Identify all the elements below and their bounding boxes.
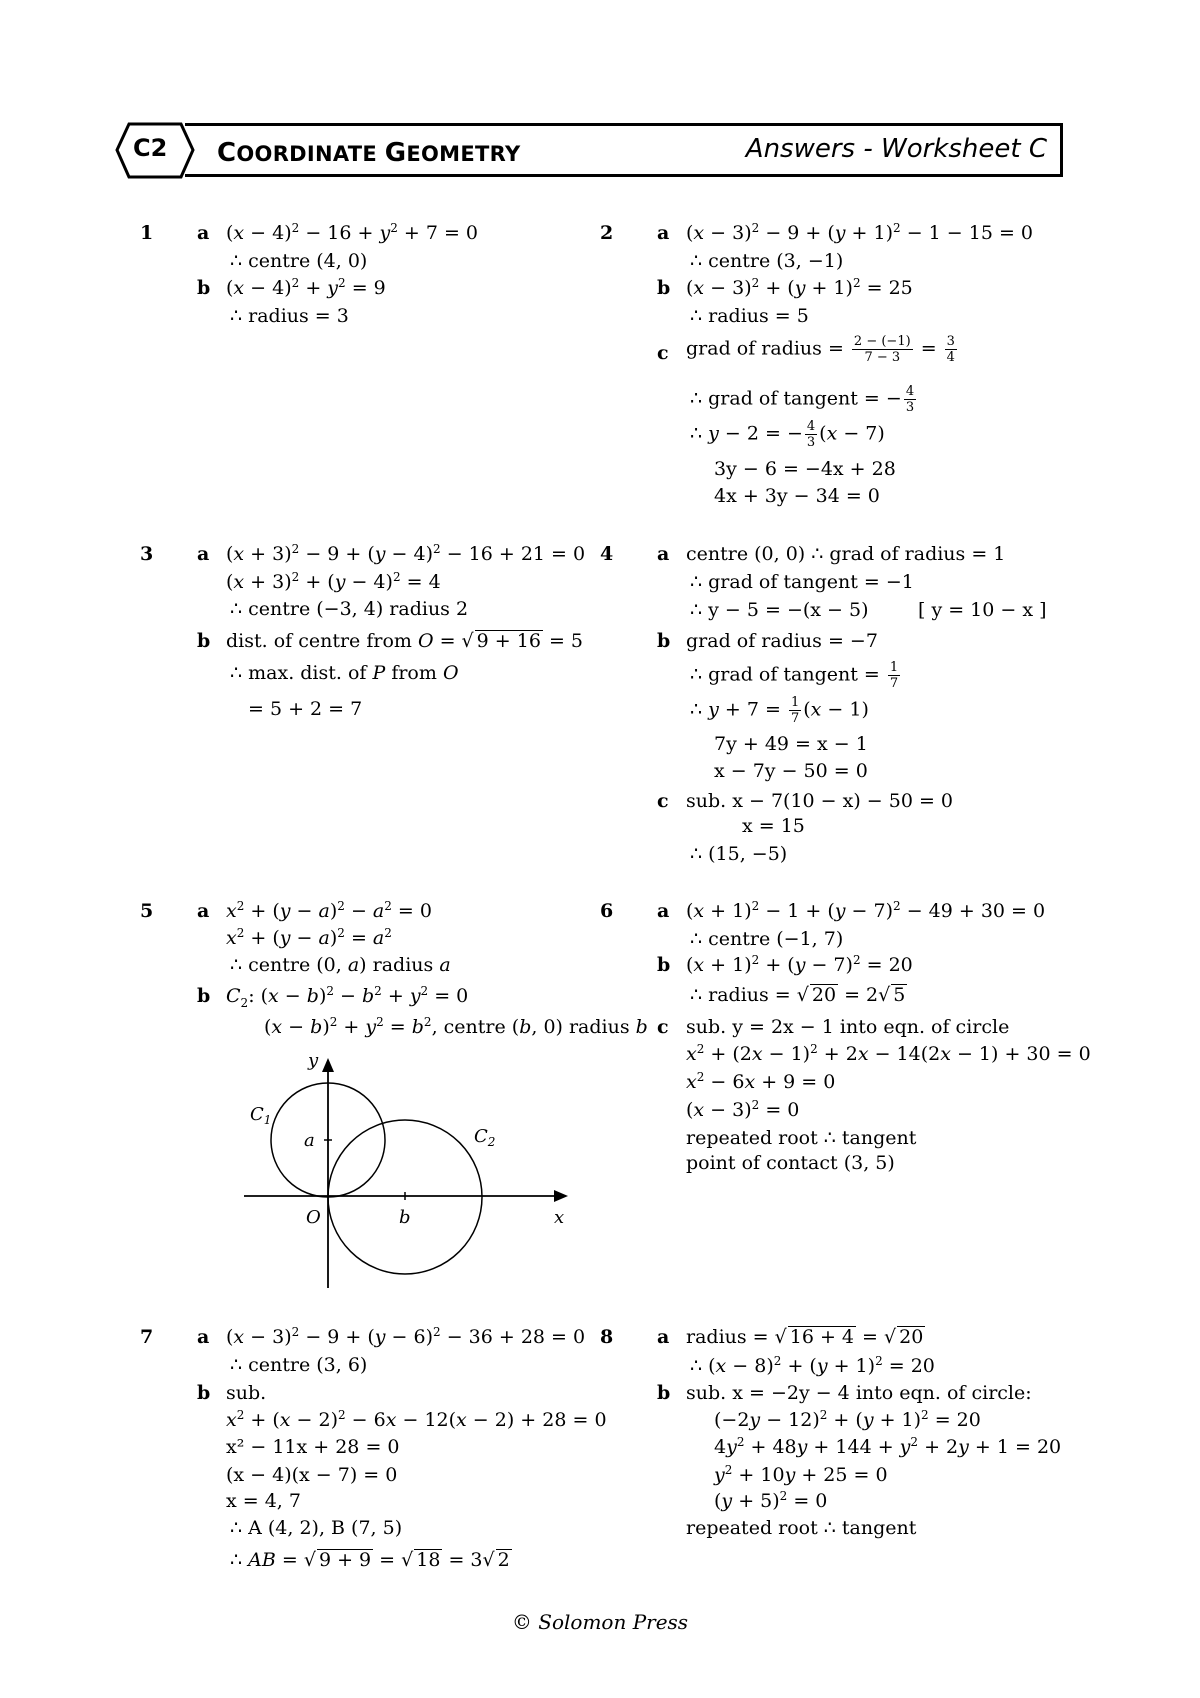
answer-line: $x^2 + (y - a)^2 = a^2$ (226, 926, 392, 949)
answer-line: ∴ (15, −5) (690, 843, 788, 865)
part-label: a (657, 900, 670, 922)
answer-line: $(x - 3)^2 - 9 + (y + 1)^2 - 1 - 15 = 0$ (686, 221, 1034, 244)
answer-line: x² − 11x + 28 = 0 (226, 1436, 400, 1458)
answer-line: = 5 + 2 = 7 (248, 698, 363, 720)
b-label: b (399, 1207, 411, 1228)
x-axis-arrow (554, 1190, 568, 1202)
part-label: b (197, 277, 211, 299)
a-label: a (304, 1130, 315, 1151)
answer-line: ∴ radius = 3 (230, 305, 349, 327)
answer-line: x − 7y − 50 = 0 (714, 760, 868, 782)
answer-line: $x^2 + (y - a)^2 - a^2 = 0$ (226, 899, 432, 922)
answer-line: $(y + 5)^2 = 0$ (714, 1489, 828, 1512)
part-label: a (197, 543, 210, 565)
question-number: 3 (140, 543, 154, 565)
part-label: c (657, 1016, 669, 1038)
part-label: a (657, 222, 670, 244)
part-label: c (657, 790, 669, 812)
answer-line: ∴ y − 2 = − $\frac{4}{3}$ (x − 7) (690, 419, 885, 450)
copyright-footer: © Solomon Press (511, 1610, 689, 1634)
circles-diagram (240, 1040, 580, 1290)
answer-line: ∴ y − 5 = −(x − 5) (690, 599, 869, 621)
answer-line: point of contact (3, 5) (686, 1152, 895, 1174)
question-number: 1 (140, 222, 154, 244)
answer-line: repeated root ∴ tangent (686, 1517, 917, 1539)
part-label: b (657, 630, 671, 652)
answer-line: $(x - b)^2 + y^2 = b^2$, centre (b, 0) radius b (264, 1015, 648, 1038)
answer-line: ∴ centre (−1, 7) (690, 928, 844, 950)
answer-line: $(x + 1)^2 + (y - 7)^2 = 20$ (686, 953, 913, 976)
y-axis-arrow (322, 1058, 334, 1072)
answer-line: ∴ centre (−3, 4) radius 2 (230, 598, 469, 620)
answer-line: ∴ max. dist. of P from O (230, 662, 459, 684)
part-label: a (657, 543, 670, 565)
part-label: b (197, 985, 211, 1007)
answer-line: ∴ grad of tangent = −1 (690, 571, 914, 593)
answer-line: ∴ radius = √ 20 = 2√ 5 (690, 984, 906, 1006)
part-label: a (197, 1326, 210, 1348)
part-label: a (657, 1326, 670, 1348)
answer-line: $x^2 - 6x + 9 = 0$ (686, 1070, 836, 1093)
c2-label: $C_2$ (474, 1126, 496, 1149)
answer-line: $(x - 3)^2 - 9 + (y - 6)^2 - 36 + 28 = 0$ (226, 1325, 586, 1348)
answer-line: 3y − 6 = −4x + 28 (714, 458, 896, 480)
question-number: 2 (600, 222, 614, 244)
answer-line: $(-2y - 12)^2 + (y + 1)^2 = 20$ (714, 1408, 981, 1431)
worksheet-subtitle: Answers - Worksheet C (745, 134, 1047, 164)
answer-line: centre (0, 0) ∴ grad of radius = 1 (686, 543, 1006, 565)
answer-line: x = 15 (742, 815, 805, 837)
answer-line: repeated root ∴ tangent (686, 1127, 917, 1149)
answer-line: $x^2 + (x - 2)^2 - 6x - 12(x - 2) + 28 = 0$ (226, 1408, 607, 1431)
x-axis-label: x (554, 1207, 565, 1228)
answer-line: $(x + 3)^2 - 9 + (y - 4)^2 - 16 + 21 = 0$ (226, 542, 586, 565)
part-label: c (657, 342, 669, 364)
question-number: 4 (600, 543, 614, 565)
question-number: 8 (600, 1326, 614, 1348)
answer-line: radius = √ 16 + 4 = √ 20 (686, 1326, 924, 1348)
answer-line: ∴ grad of tangent = − $\frac{4}{3}$ (690, 384, 915, 415)
worksheet-header (115, 122, 1065, 182)
answer-line: $x^2 + (2x - 1)^2 + 2x - 14(2x - 1) + 30 = 0$ (686, 1042, 1091, 1065)
answer-line: [ y = 10 − x ] (918, 599, 1047, 621)
answer-line: ∴ y + 7 = $\frac{1}{7}$ (x − 1) (690, 695, 869, 726)
part-label: b (657, 1382, 671, 1404)
question-number: 5 (140, 900, 154, 922)
answer-line: ∴ centre (0, a) radius a (230, 954, 451, 976)
answer-line: sub. x = −2y − 4 into eqn. of circle: (686, 1382, 1032, 1404)
answer-line: dist. of centre from O = √ 9 + 16 = 5 (226, 630, 583, 652)
answer-line: $y^2 + 10y + 25 = 0$ (714, 1463, 888, 1486)
question-number: 7 (140, 1326, 154, 1348)
answer-line: ∴ grad of tangent = $\frac{1}{7}$ (690, 660, 899, 691)
answer-line: $(x - 4)^2 + y^2 = 9$ (226, 276, 386, 299)
answer-line: 4x + 3y − 34 = 0 (714, 485, 880, 507)
answer-line: ∴ centre (4, 0) (230, 250, 368, 272)
y-axis-label: y (308, 1050, 319, 1071)
answer-line: $(x - 4)^2 - 16 + y^2 + 7 = 0$ (226, 221, 479, 244)
chapter-title: COORDINATE GEOMETRY (217, 138, 521, 168)
part-label: a (197, 900, 210, 922)
answer-line: ∴ $(x - 8)^2 + (y + 1)^2 = 20$ (690, 1354, 935, 1377)
answer-line: ∴ centre (3, −1) (690, 250, 844, 272)
question-number: 6 (600, 900, 614, 922)
part-label: b (197, 1382, 211, 1404)
answer-line: ∴ A (4, 2), B (7, 5) (230, 1517, 403, 1539)
answer-line: $(x + 1)^2 - 1 + (y - 7)^2 - 49 + 30 = 0$ (686, 899, 1046, 922)
part-label: b (657, 954, 671, 976)
answer-line: ∴ AB = √ 9 + 9 = √ 18 = 3√ 2 (230, 1549, 510, 1571)
answer-line: $C_2$: $(x - b)^2 - b^2 + y^2 = 0$ (226, 984, 469, 1010)
part-label: b (657, 277, 671, 299)
answer-line: x = 4, 7 (226, 1490, 301, 1512)
answer-line: ∴ radius = 5 (690, 305, 809, 327)
part-label: b (197, 630, 211, 652)
chapter-code: C2 (133, 134, 168, 162)
answer-line: grad of radius = −7 (686, 630, 878, 652)
answer-line: $(x - 3)^2 = 0$ (686, 1098, 800, 1121)
answer-line: 7y + 49 = x − 1 (714, 733, 868, 755)
answer-line: sub. x − 7(10 − x) − 50 = 0 (686, 790, 954, 812)
answer-line: sub. y = 2x − 1 into eqn. of circle (686, 1016, 1010, 1038)
answer-line: (x − 4)(x − 7) = 0 (226, 1464, 398, 1486)
answer-line: ∴ centre (3, 6) (230, 1354, 368, 1376)
answer-line: sub. (226, 1382, 267, 1404)
part-label: a (197, 222, 210, 244)
c1-label: $C_1$ (250, 1104, 272, 1127)
origin-label: O (306, 1207, 321, 1228)
answer-line: $4y^2 + 48y + 144 + y^2 + 2y + 1 = 20$ (714, 1435, 1062, 1458)
answer-line: grad of radius = $\frac{2 - (-1)}{7 - 3}$ = $\frac{3}{4}$ (686, 334, 955, 365)
answer-line: $(x + 3)^2 + (y - 4)^2 = 4$ (226, 570, 441, 593)
answer-line: $(x - 3)^2 + (y + 1)^2 = 25$ (686, 276, 913, 299)
